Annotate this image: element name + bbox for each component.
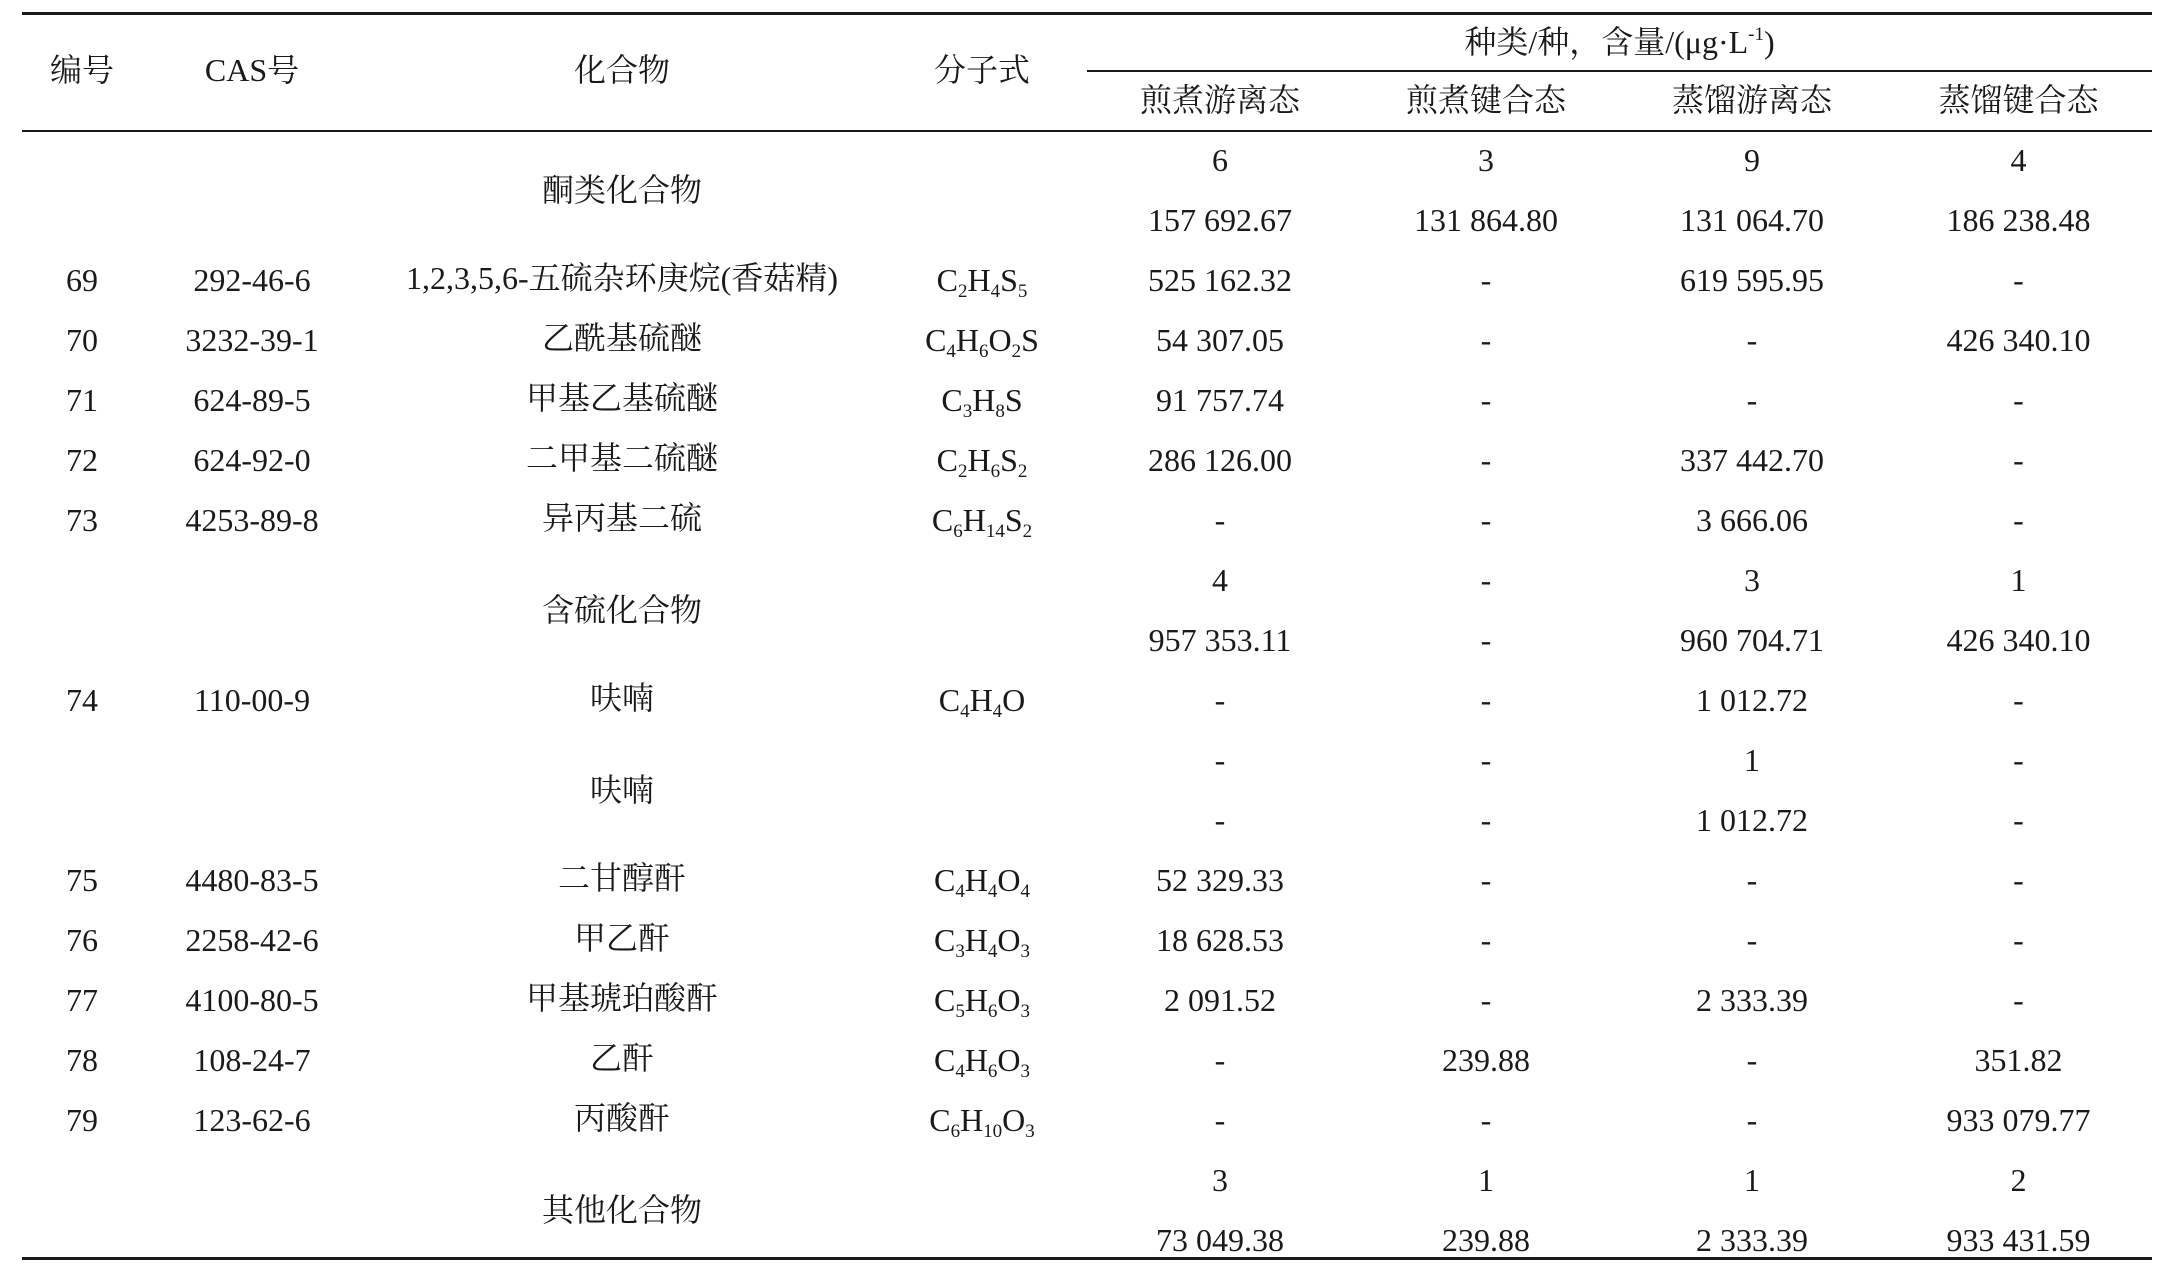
formula-element: H <box>964 1042 988 1078</box>
category-name: 酮类化合物 <box>541 172 702 208</box>
row-id: 70 <box>66 322 98 358</box>
formula-element: O <box>1002 682 1026 718</box>
formula-element: O <box>988 322 1012 358</box>
value-cell: - <box>1746 862 1758 898</box>
value-cell: - <box>1214 682 1226 718</box>
category-name: 呋喃 <box>589 772 654 808</box>
formula-element: O <box>997 862 1021 898</box>
formula-element: S <box>1004 502 1023 538</box>
formula <box>882 260 1082 300</box>
formula-subscript: 5 <box>955 1001 965 1022</box>
category-total: 960 704.71 <box>1680 622 1824 658</box>
value-cell: - <box>2013 502 2024 538</box>
header-compound: 化合物 <box>573 52 670 88</box>
value-cell: - <box>1480 922 1492 958</box>
formula <box>882 860 1082 900</box>
category-total: 426 340.10 <box>1946 622 2091 658</box>
value-cell: - <box>1214 1102 1226 1138</box>
value-cell: 1 012.72 <box>1696 682 1808 718</box>
value-cell: 619 595.95 <box>1680 262 1824 298</box>
header-col-1: 煎煮游离态 <box>1139 82 1300 118</box>
category-total: - <box>1480 802 1492 838</box>
compound-name: 二甘醇酐 <box>557 860 686 896</box>
formula <box>882 320 1082 360</box>
formula-element: O <box>1002 1102 1026 1138</box>
category-count: - <box>1480 742 1492 778</box>
value-cell: 2 333.39 <box>1696 982 1808 1018</box>
category-total: 239.88 <box>1442 1222 1530 1258</box>
header-bottom-rule <box>22 130 2152 132</box>
row-id: 71 <box>66 382 98 418</box>
formula-element: S <box>1004 382 1023 418</box>
value-cell: 18 628.53 <box>1156 922 1284 958</box>
header-group-close: ) <box>1763 24 1775 60</box>
category-name: 其他化合物 <box>541 1192 702 1228</box>
value-cell: - <box>1480 442 1492 478</box>
formula-subscript: 4 <box>955 881 965 902</box>
row-cas: 110-00-9 <box>193 682 311 718</box>
category-total: - <box>1480 622 1492 658</box>
row-id: 74 <box>66 682 98 718</box>
value-cell: - <box>1480 1102 1492 1138</box>
value-cell: 91 757.74 <box>1156 382 1284 418</box>
value-cell: 351.82 <box>1974 1042 2063 1078</box>
value-cell: - <box>1746 922 1758 958</box>
category-count: - <box>2013 742 2024 778</box>
row-cas: 624-89-5 <box>193 382 311 418</box>
formula-subscript: 3 <box>955 941 965 962</box>
formula-subscript: 4 <box>955 1061 965 1082</box>
formula-element: O <box>997 1042 1021 1078</box>
group-header-rule <box>1087 70 2152 72</box>
header-formula: 分子式 <box>933 52 1030 88</box>
formula-subscript: 4 <box>960 701 970 722</box>
header-group-unit-exponent: -1 <box>1748 24 1764 45</box>
formula-subscript: 6 <box>979 341 989 362</box>
formula-element: O <box>997 982 1021 1018</box>
header-col-2: 煎煮键合态 <box>1405 82 1566 118</box>
value-cell: 52 329.33 <box>1156 862 1284 898</box>
header-group <box>1087 22 2152 62</box>
category-total: 957 353.11 <box>1148 622 1292 658</box>
value-cell: - <box>2013 262 2024 298</box>
value-cell: - <box>1746 1042 1758 1078</box>
value-cell: - <box>1480 322 1492 358</box>
value-cell: - <box>1746 1102 1758 1138</box>
row-cas: 108-24-7 <box>193 1042 311 1078</box>
value-cell: - <box>2013 442 2024 478</box>
formula-element: O <box>997 922 1021 958</box>
category-count: 1 <box>1744 1162 1760 1198</box>
category-count: - <box>1214 742 1226 778</box>
value-cell: - <box>1480 382 1492 418</box>
formula-element: S <box>1000 262 1018 298</box>
category-total: - <box>1214 802 1226 838</box>
formula-element: C <box>936 262 958 298</box>
formula-element: C <box>933 1042 956 1078</box>
header-col-4: 蒸馏键合态 <box>1938 82 2099 118</box>
row-id: 69 <box>66 262 98 298</box>
value-cell: - <box>2013 922 2024 958</box>
row-cas: 624-92-0 <box>193 442 311 478</box>
formula-subscript: 6 <box>953 521 963 542</box>
category-total: 1 012.72 <box>1696 802 1808 838</box>
row-cas: 123-62-6 <box>193 1102 311 1138</box>
value-cell: 286 126.00 <box>1148 442 1292 478</box>
row-cas: 4100-80-5 <box>185 982 319 1018</box>
formula-subscript: 6 <box>987 1061 998 1082</box>
formula <box>882 440 1082 480</box>
value-cell: - <box>2013 862 2024 898</box>
formula-element: S <box>1021 322 1039 358</box>
formula-element: H <box>967 262 991 298</box>
compound-name: 甲基琥珀酸酐 <box>525 980 718 1016</box>
formula-subscript: 4 <box>987 881 998 902</box>
formula-subscript: 4 <box>1020 881 1031 902</box>
compound-name: 乙酐 <box>589 1040 654 1076</box>
value-cell: 933 079.77 <box>1946 1102 2091 1138</box>
compound-name: 二甲基二硫醚 <box>525 440 718 476</box>
header-col-3: 蒸馏游离态 <box>1671 82 1832 118</box>
value-cell: - <box>1746 382 1758 418</box>
formula <box>882 980 1082 1020</box>
row-cas: 4480-83-5 <box>185 862 319 898</box>
formula-subscript: 8 <box>995 401 1005 422</box>
formula <box>882 1100 1082 1140</box>
category-total: 131 064.70 <box>1680 202 1824 238</box>
formula-element: S <box>1000 442 1018 478</box>
formula-subscript: 10 <box>983 1121 1003 1142</box>
row-cas: 2258-42-6 <box>185 922 319 958</box>
formula-subscript: 6 <box>990 461 1001 482</box>
value-cell: - <box>1480 502 1492 538</box>
row-id: 79 <box>66 1102 98 1138</box>
formula-subscript: 4 <box>992 701 1003 722</box>
category-total: 73 049.38 <box>1156 1222 1284 1258</box>
formula-element: H <box>962 502 986 538</box>
category-total: 131 864.80 <box>1414 202 1558 238</box>
formula-subscript: 3 <box>1020 1061 1031 1082</box>
formula <box>882 380 1082 420</box>
value-cell: - <box>2013 982 2024 1018</box>
category-count: 6 <box>1212 142 1228 178</box>
formula-element: C <box>938 682 961 718</box>
top-rule <box>22 12 2152 15</box>
formula-element: H <box>964 922 988 958</box>
compound-name: 甲基乙基硫醚 <box>525 380 718 416</box>
formula <box>882 680 1082 720</box>
row-cas: 4253-89-8 <box>185 502 319 538</box>
category-count: 2 <box>2010 1162 2027 1198</box>
formula-element: C <box>929 1102 951 1138</box>
category-total: 933 431.59 <box>1946 1222 2091 1258</box>
value-cell: - <box>1746 322 1758 358</box>
header-id: 编号 <box>49 52 114 88</box>
category-count: 3 <box>1478 142 1494 178</box>
formula-subscript: 4 <box>987 941 998 962</box>
category-total: 157 692.67 <box>1148 202 1292 238</box>
category-count: 9 <box>1744 142 1760 178</box>
formula-subscript: 3 <box>1020 1001 1031 1022</box>
category-total: 2 333.39 <box>1696 1222 1808 1258</box>
formula-element: H <box>972 382 996 418</box>
formula-subscript: 3 <box>1025 1121 1035 1142</box>
formula-subscript: 2 <box>957 461 968 482</box>
formula-element: C <box>925 322 947 358</box>
value-cell: 54 307.05 <box>1156 322 1284 358</box>
compound-name: 1,2,3,5,6-五硫杂环庚烷(香菇精) <box>406 260 838 296</box>
formula-subscript: 2 <box>1011 341 1022 362</box>
row-cas: 292-46-6 <box>193 262 311 298</box>
formula-subscript: 6 <box>987 1001 998 1022</box>
value-cell: 2 091.52 <box>1164 982 1276 1018</box>
category-count: 3 <box>1744 562 1760 598</box>
row-id: 76 <box>66 922 98 958</box>
category-count: 1 <box>2010 562 2027 598</box>
header-cas: CAS号 <box>204 52 300 88</box>
category-name: 含硫化合物 <box>541 592 702 628</box>
header-group-text: 种类/种，含量/(μg·L <box>1464 24 1749 60</box>
formula-subscript: 14 <box>985 521 1005 542</box>
formula <box>882 500 1082 540</box>
category-count: - <box>1480 562 1492 598</box>
value-cell: - <box>1480 982 1492 1018</box>
formula-element: C <box>933 922 956 958</box>
value-cell: - <box>1214 1042 1226 1078</box>
formula-element: C <box>941 382 963 418</box>
row-id: 77 <box>66 982 98 1018</box>
category-count: 1 <box>1478 1162 1494 1198</box>
formula <box>882 1040 1082 1080</box>
category-count: 4 <box>1212 562 1228 598</box>
formula-element: H <box>969 682 993 718</box>
formula-subscript: 3 <box>962 401 973 422</box>
compound-name: 甲乙酐 <box>573 920 670 956</box>
value-cell: - <box>1480 682 1492 718</box>
value-cell: 239.88 <box>1442 1042 1530 1078</box>
formula-subscript: 3 <box>1020 941 1031 962</box>
formula-subscript: 2 <box>957 281 968 302</box>
formula-element: H <box>964 982 988 1018</box>
formula-element: C <box>933 862 956 898</box>
value-cell: - <box>2013 682 2024 718</box>
row-id: 73 <box>66 502 98 538</box>
value-cell: 426 340.10 <box>1946 322 2091 358</box>
value-cell: 3 666.06 <box>1696 502 1808 538</box>
row-cas: 3232-39-1 <box>185 322 319 358</box>
value-cell: - <box>1480 862 1492 898</box>
row-id: 78 <box>66 1042 98 1078</box>
compound-name: 异丙基二硫 <box>541 500 702 536</box>
formula-element: C <box>933 982 956 1018</box>
formula-subscript: 5 <box>1017 281 1028 302</box>
formula-element: H <box>960 1102 984 1138</box>
category-total: 186 238.48 <box>1946 202 2091 238</box>
value-cell: - <box>1214 502 1226 538</box>
formula-subscript: 2 <box>1017 461 1028 482</box>
category-total: - <box>2013 802 2024 838</box>
formula-element: H <box>967 442 991 478</box>
formula-subscript: 4 <box>990 281 1001 302</box>
formula-subscript: 2 <box>1022 521 1033 542</box>
row-id: 75 <box>66 862 98 898</box>
value-cell: - <box>1480 262 1492 298</box>
value-cell: 525 162.32 <box>1148 262 1292 298</box>
compound-name: 呋喃 <box>589 680 654 716</box>
category-count: 4 <box>2010 142 2027 178</box>
row-id: 72 <box>66 442 98 478</box>
value-cell: 337 442.70 <box>1680 442 1824 478</box>
value-cell: - <box>2013 382 2024 418</box>
formula-element: H <box>964 862 988 898</box>
formula-element: C <box>936 442 958 478</box>
formula-subscript: 4 <box>946 341 956 362</box>
formula-element: H <box>955 322 980 358</box>
formula-element: C <box>931 502 954 538</box>
formula-subscript: 6 <box>950 1121 961 1142</box>
category-count: 1 <box>1744 742 1760 778</box>
compound-name: 乙酰基硫醚 <box>541 320 702 356</box>
category-count: 3 <box>1212 1162 1228 1198</box>
formula <box>882 920 1082 960</box>
compound-name: 丙酸酐 <box>573 1100 670 1136</box>
